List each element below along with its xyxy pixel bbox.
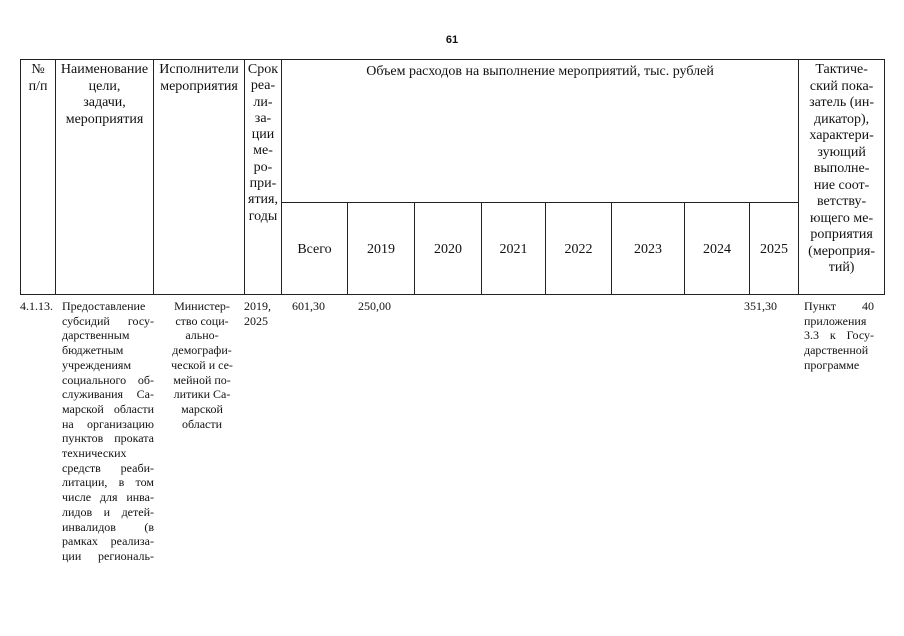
row-name-line: пунктов проката bbox=[62, 431, 154, 446]
page-number: 61 bbox=[445, 34, 459, 46]
header-indicator-line: зующий bbox=[817, 144, 866, 160]
row-name-line: бюджетным bbox=[62, 343, 124, 358]
row-name-line: средств реаби- bbox=[62, 460, 154, 475]
row-total: 601,30 bbox=[292, 299, 325, 313]
header-term-line: ции bbox=[251, 127, 275, 143]
row-name-line: учреждениям bbox=[62, 357, 132, 372]
row-indicator-line: Пункт 40 bbox=[804, 299, 874, 313]
header-term-line: ме- bbox=[253, 143, 273, 159]
header-indicator-line: роприятия bbox=[810, 227, 873, 242]
row-name-line: марской области bbox=[62, 401, 154, 416]
header-term bbox=[245, 60, 282, 295]
header-term-line: при- bbox=[249, 176, 277, 192]
row-2019: 250,00 bbox=[358, 299, 391, 313]
row-name-line: на организацию bbox=[62, 416, 154, 431]
row-term-line: 2019, bbox=[244, 299, 271, 313]
header-indicator-line: ветству- bbox=[817, 194, 867, 209]
header-num-line: № bbox=[31, 62, 45, 77]
header-indicator-line: (мероприя- bbox=[808, 243, 875, 259]
row-name-line: рамках реализа- bbox=[62, 534, 154, 549]
header-year-cell: 2020 bbox=[415, 203, 482, 295]
row-name-line: Предоставление bbox=[62, 299, 146, 313]
row-executor-line: демографи- bbox=[172, 343, 232, 358]
row-indicator-line: приложения bbox=[804, 313, 867, 328]
row-name-line: лидов и детей- bbox=[62, 504, 154, 519]
header-name-line: задачи, bbox=[83, 95, 126, 110]
header-indicator bbox=[799, 60, 885, 295]
header-year-cell: 2021 bbox=[482, 203, 546, 295]
header-year-cell: Всего bbox=[282, 203, 348, 295]
row-indicator-line: дарственной bbox=[804, 343, 869, 358]
row-name-line: ции региональ- bbox=[62, 548, 154, 563]
header-name bbox=[56, 60, 154, 295]
header-name-line: Наименование bbox=[60, 62, 149, 77]
row-name bbox=[62, 299, 154, 564]
row-executor-line: ство соци- bbox=[175, 313, 229, 328]
row-executor-line: ческой и се- bbox=[171, 357, 233, 372]
header-num bbox=[21, 60, 56, 295]
header-year-cell: 2023 bbox=[612, 203, 685, 295]
row-executor-line: области bbox=[181, 416, 223, 431]
row-name-line: числе для инва- bbox=[62, 490, 154, 505]
row-name-line: инвалидов (в bbox=[62, 519, 154, 534]
header-indicator-line: тий) bbox=[828, 260, 855, 275]
row-number: 4.1.13. bbox=[20, 299, 53, 313]
header-indicator-line: характери- bbox=[809, 128, 874, 143]
row-indicator-line: программе bbox=[804, 357, 860, 372]
header-term-line: ятия, bbox=[248, 192, 278, 208]
header-term-line: ро- bbox=[253, 159, 273, 175]
header-executors-line: мероприятия bbox=[160, 78, 238, 94]
header-indicator-line: дикатор), bbox=[814, 111, 870, 127]
header-term-line: реа- bbox=[250, 78, 276, 94]
row-name-line: служивания Са- bbox=[62, 387, 154, 402]
row-indicator-line: 3.3 к Госу- bbox=[804, 328, 874, 343]
row-executor-line: ально- bbox=[185, 328, 219, 343]
header-indicator-line: выполне- bbox=[813, 161, 870, 176]
header-indicator-line: ский пока- bbox=[809, 78, 874, 94]
row-name-line: социального об- bbox=[62, 372, 154, 387]
header-year-cell: 2022 bbox=[546, 203, 612, 295]
header-year-cell: 2025 bbox=[750, 203, 799, 295]
row-executor-line: Министер- bbox=[174, 299, 230, 313]
header-executors-line: Исполнители bbox=[159, 62, 239, 77]
row-name-line: субсидий госу- bbox=[62, 313, 154, 328]
row-name-line: технических bbox=[62, 446, 127, 461]
row-executor bbox=[162, 299, 242, 431]
row-executor-line: марской bbox=[181, 401, 223, 416]
header-executors bbox=[154, 60, 245, 295]
row-2025: 351,30 bbox=[744, 299, 777, 313]
header-indicator-line: затель (ин- bbox=[809, 95, 875, 110]
table-header bbox=[20, 59, 885, 295]
header-name-line: мероприятия bbox=[65, 111, 144, 127]
header-indicator-line: Тактиче- bbox=[815, 62, 868, 77]
header-indicator-line: ющего ме- bbox=[810, 210, 874, 226]
header-term-line: ли- bbox=[253, 94, 273, 110]
row-name-line: дарственным bbox=[62, 328, 130, 343]
header-year-cell: 2024 bbox=[685, 203, 750, 295]
header-year-cell: 2019 bbox=[348, 203, 415, 295]
row-executor-line: литики Са- bbox=[173, 387, 231, 402]
row-term-line: 2025 bbox=[244, 313, 268, 328]
row-executor-line: мейной по- bbox=[173, 372, 231, 387]
header-term-line: годы bbox=[248, 208, 278, 224]
row-term bbox=[244, 299, 280, 328]
header-num-line: п/п bbox=[28, 78, 48, 94]
header-term-line: Срок bbox=[247, 62, 279, 77]
row-name-line: литации, в том bbox=[62, 475, 154, 490]
row-indicator bbox=[804, 299, 874, 373]
header-term-line: за- bbox=[254, 110, 272, 126]
header-expenses-title: Объем расходов на выполнение мероприятий, тыс. рублей bbox=[282, 60, 799, 203]
header-indicator-line: ние соот- bbox=[813, 177, 870, 193]
header-name-line: цели, bbox=[88, 78, 121, 94]
